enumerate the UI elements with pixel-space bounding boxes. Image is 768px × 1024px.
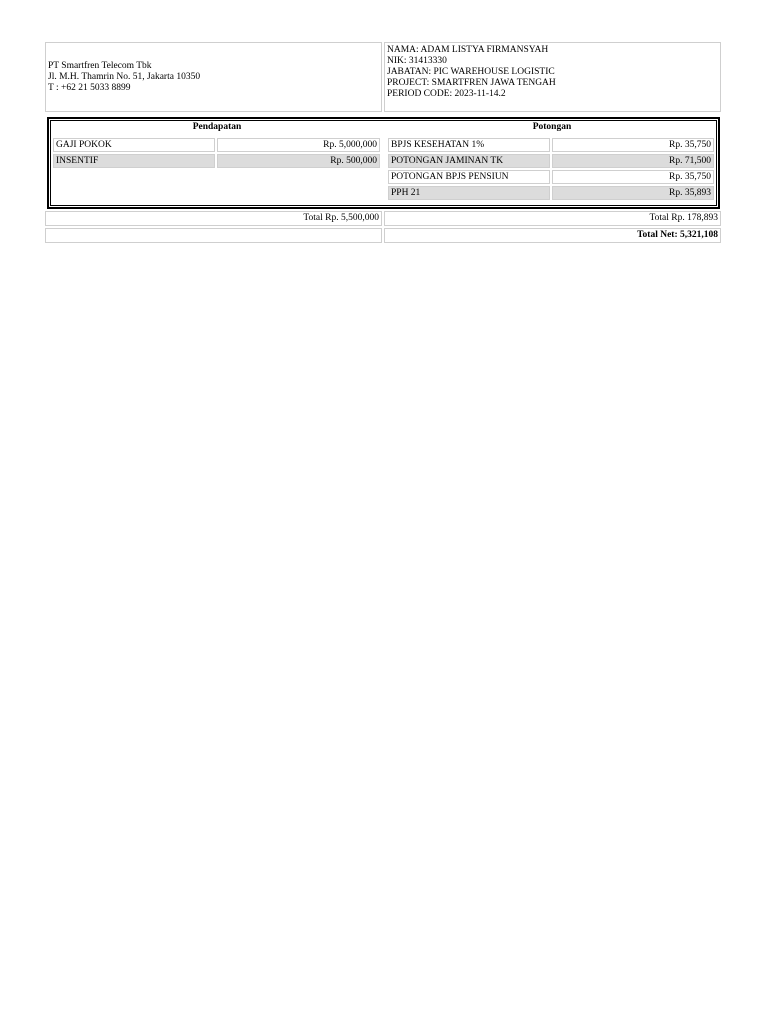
company-address: Jl. M.H. Thamrin No. 51, Jakarta 10350 [48,72,201,82]
employee-nik: NIK: 31413330 [387,56,447,66]
potongan-row-label: POTONGAN JAMINAN TK [388,154,550,168]
employee-project: PROJECT: SMARTFREN JAWA TENGAH [387,78,556,88]
company-name: PT Smartfren Telecom Tbk [48,61,152,71]
potongan-header: Potongan [532,122,572,132]
employee-period: PERIOD CODE: 2023-11-14.2 [387,89,506,99]
pendapatan-row-amount: Rp. 500,000 [217,154,380,168]
potongan-row-label: PPH 21 [388,186,550,200]
potongan-row-amount: Rp. 35,750 [552,138,714,152]
pendapatan-row-label: INSENTIF [53,154,215,168]
potongan-row-amount: Rp. 71,500 [552,154,714,168]
company-phone: T : +62 21 5033 8899 [48,83,131,93]
pendapatan-row-amount: Rp. 5,000,000 [217,138,380,152]
pendapatan-header: Pendapatan [192,122,242,132]
potongan-total: Total Rp. 178,893 [384,211,721,226]
company-info-box [45,42,382,112]
pendapatan-row-label: GAJI POKOK [53,138,215,152]
employee-name: NAMA: ADAM LISTYA FIRMANSYAH [387,45,549,55]
potongan-row-label: BPJS KESEHATAN 1% [388,138,550,152]
potongan-row-amount: Rp. 35,893 [552,186,714,200]
net-total: Total Net: 5,321,108 [384,228,721,243]
net-total-spacer [45,228,382,243]
potongan-row-amount: Rp. 35,750 [552,170,714,184]
potongan-row-label: POTONGAN BPJS PENSIUN [388,170,550,184]
employee-jabatan: JABATAN: PIC WAREHOUSE LOGISTIC [387,67,555,77]
employee-info-box [384,42,721,112]
pendapatan-total: Total Rp. 5,500,000 [45,211,382,226]
